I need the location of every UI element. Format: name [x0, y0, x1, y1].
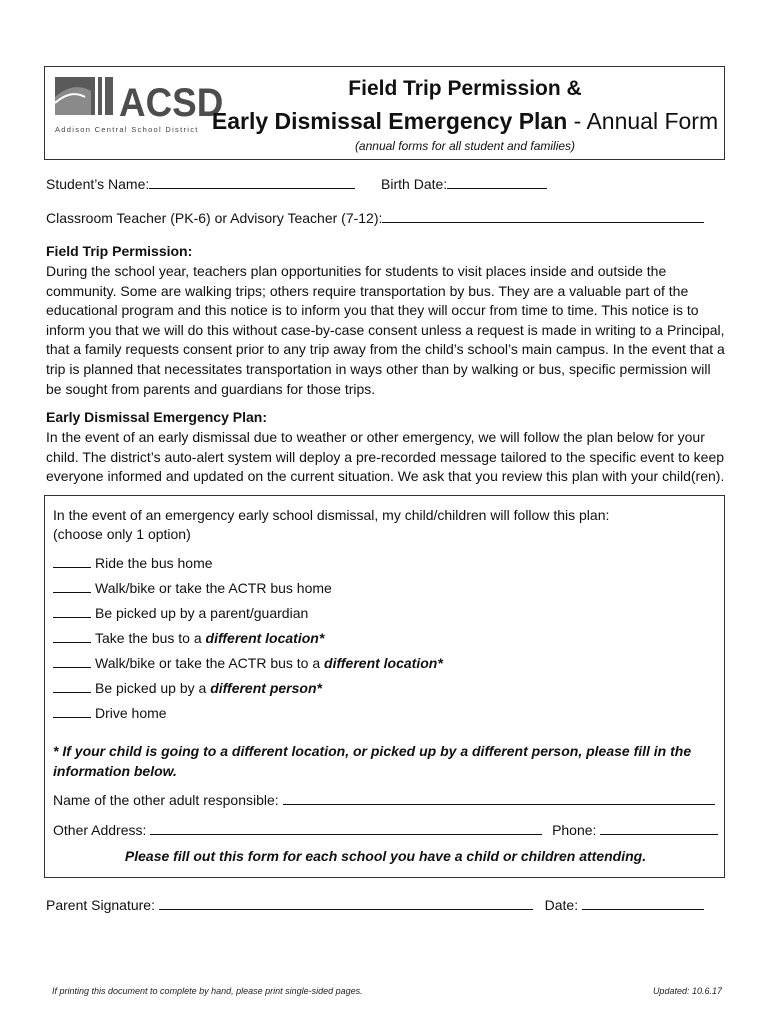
option-blank[interactable]	[53, 680, 91, 693]
option-emphasis: different location*	[205, 630, 325, 646]
option-blank[interactable]	[53, 630, 91, 643]
option-label: Walk/bike or take the ACTR bus to a	[95, 655, 325, 671]
other-address-row	[53, 822, 718, 838]
other-adult-label: Name of the other adult responsible:	[53, 792, 279, 808]
option-label: Take the bus to a	[95, 630, 206, 646]
option-blank[interactable]	[53, 655, 91, 668]
acsd-logo	[55, 77, 224, 134]
different-location-note: * If your child is going to a different location, or picked up by a different person, please fill in the information below.	[53, 743, 692, 779]
student-name-field[interactable]	[149, 176, 355, 189]
option-label: Be picked up by a parent/guardian	[95, 605, 309, 621]
option-parent-pickup[interactable]	[53, 605, 308, 621]
field-trip-body: During the school year, teachers plan opportunities for students to visit places inside and outside the community. Some are walking trips; others require transportation by bus. They are a valuable part of the educational program and this notice is to inform you that they will occur from time to time. This notice is to inform you that we will do this without case-by-case consent unless a request is made in writing to a Principal, that a family requests consent prior to any trip away from the child’s school’s main campus. In the event that a trip is planned that necessitates transportation in ways other than by walking or bus, specific permission will be sought from parents and guardians for those trips.	[46, 263, 725, 397]
student-name-label: Student’s Name:	[46, 176, 150, 192]
plan-intro-line1: In the event of an emergency early school dismissal, my child/children will follow this plan:	[53, 507, 610, 523]
birth-date-label: Birth Date:	[381, 176, 448, 192]
signature-date-field[interactable]	[582, 897, 704, 910]
student-info-row	[46, 176, 547, 192]
option-emphasis: different person*	[210, 680, 322, 696]
option-bus-different-location[interactable]	[53, 630, 324, 646]
option-blank[interactable]	[53, 605, 91, 618]
footer-print-note: If printing this document to complete by hand, please print single-sided pages.	[52, 986, 363, 996]
option-drive-home[interactable]	[53, 705, 167, 721]
option-blank[interactable]	[53, 580, 91, 593]
option-walk-different-location[interactable]	[53, 655, 443, 671]
dismissal-plan-box	[44, 495, 725, 878]
other-adult-field[interactable]	[283, 792, 715, 805]
fill-out-note: Please fill out this form for each school you have a child or children attending.	[124, 848, 647, 864]
dismissal-body: In the event of an early dismissal due to weather or other emergency, we will follow the plan below for your child. The district’s auto-alert system will deploy a pre-recorded message tailored to the specific event to keep everyone informed and updated on the current situation. We ask that you review this plan with your child(ren).	[46, 429, 725, 485]
form-title-line1: Field Trip Permission &	[348, 77, 582, 100]
signature-row	[46, 897, 704, 913]
form-subtitle: (annual forms for all student and families)	[354, 139, 576, 153]
field-trip-heading: Field Trip Permission:	[46, 243, 193, 259]
form-header	[44, 66, 725, 160]
parent-signature-label: Parent Signature:	[46, 897, 155, 913]
option-emphasis: different location*	[324, 655, 443, 671]
other-address-field[interactable]	[150, 822, 542, 835]
acsd-logo-mark-icon	[55, 77, 113, 115]
other-address-label: Other Address:	[53, 822, 147, 838]
option-ride-bus[interactable]	[53, 555, 213, 571]
teacher-row	[46, 210, 704, 226]
date-label: Date:	[544, 897, 579, 913]
footer-updated: Updated: 10.6.17	[652, 986, 722, 996]
birth-date-field[interactable]	[447, 176, 547, 189]
option-blank[interactable]	[53, 555, 91, 568]
logo-wordmark: ACSD	[119, 81, 224, 125]
option-label: Ride the bus home	[95, 555, 213, 571]
option-walk-actr-home[interactable]	[53, 580, 332, 596]
teacher-field[interactable]	[382, 210, 704, 223]
teacher-label: Classroom Teacher (PK-6) or Advisory Teacher (7-12):	[46, 210, 383, 226]
logo-tagline: Addison Central School District	[55, 125, 199, 134]
dismissal-heading: Early Dismissal Emergency Plan:	[46, 409, 267, 425]
option-label: Be picked up by a	[95, 680, 211, 696]
parent-signature-field[interactable]	[159, 897, 533, 910]
option-blank[interactable]	[53, 705, 91, 718]
form-title-line2	[205, 108, 725, 135]
plan-intro-line2: (choose only 1 option)	[53, 526, 191, 542]
form-title-bold: Early Dismissal Emergency Plan	[211, 108, 568, 134]
other-adult-row	[53, 792, 715, 808]
option-label: Walk/bike or take the ACTR bus home	[95, 580, 332, 596]
option-different-person[interactable]	[53, 680, 322, 696]
option-label: Drive home	[95, 705, 167, 721]
plan-intro	[53, 506, 713, 544]
phone-field[interactable]	[600, 822, 718, 835]
phone-label: Phone:	[552, 822, 597, 838]
form-title-suffix: - Annual Form	[567, 108, 719, 134]
